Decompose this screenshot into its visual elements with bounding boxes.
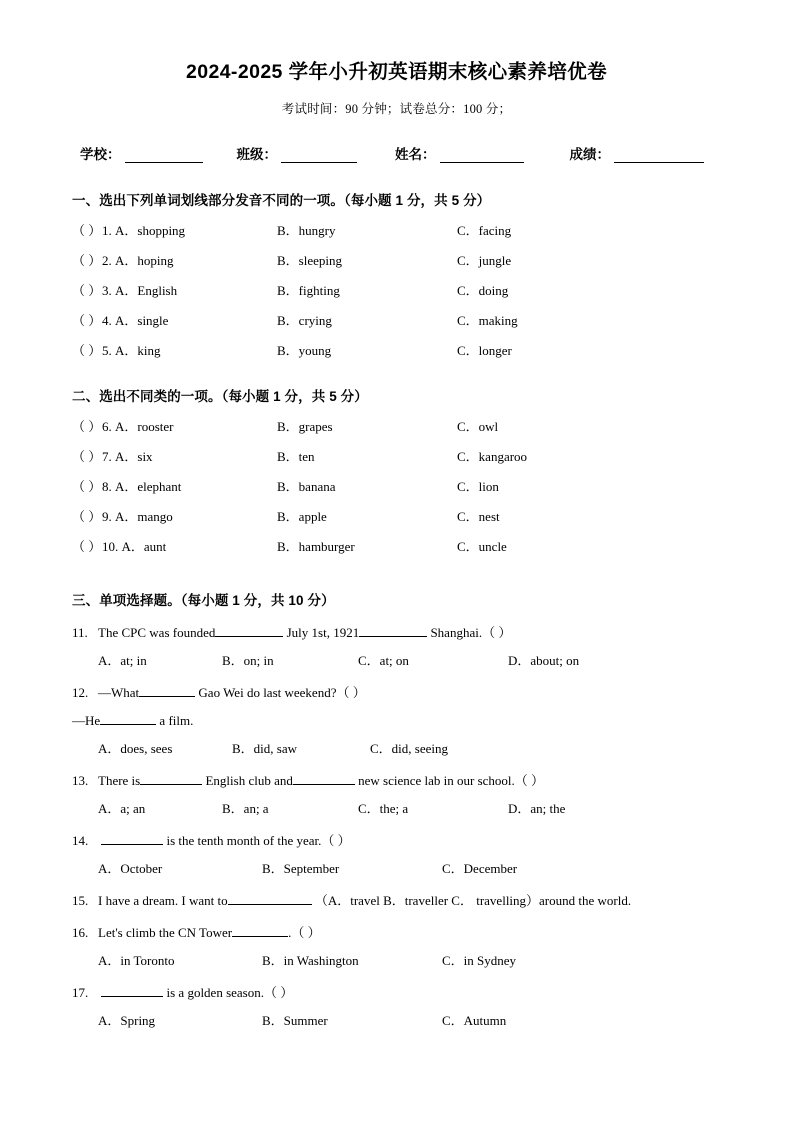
question-row bbox=[72, 220, 721, 239]
option-a-text: A．shopping bbox=[115, 223, 186, 239]
question-number: 10. bbox=[102, 539, 119, 555]
class-label: 班级： bbox=[236, 147, 277, 163]
option-a[interactable] bbox=[102, 340, 277, 359]
section-3-heading: 三、单项选择题。（每小题 1 分，共 10 分） bbox=[72, 593, 335, 609]
score-label: 成绩： bbox=[569, 147, 610, 163]
question-text bbox=[98, 830, 351, 849]
answer-paren[interactable]: （ ） bbox=[72, 283, 102, 299]
option-a[interactable]: A．October bbox=[98, 861, 163, 877]
answer-blank[interactable] bbox=[232, 924, 288, 937]
question-text-part: I have a dream. I want to bbox=[98, 893, 228, 909]
option-a-text: A．six bbox=[115, 449, 153, 465]
question-11 bbox=[72, 622, 721, 641]
option-a[interactable] bbox=[102, 250, 277, 269]
section-2-heading: 二、选出不同类的一项。（每小题 1 分，共 5 分） bbox=[72, 389, 368, 405]
question-row bbox=[72, 340, 721, 359]
option-b[interactable]: B．fighting bbox=[277, 283, 340, 299]
question-16 bbox=[72, 922, 721, 941]
option-a-text: A．hoping bbox=[115, 253, 174, 269]
option-b[interactable]: B．apple bbox=[277, 509, 327, 525]
question-text-part: new science lab in our school.（ ） bbox=[358, 773, 545, 789]
option-b[interactable]: B．banana bbox=[277, 479, 336, 495]
option-a[interactable]: A．does, sees bbox=[98, 741, 173, 757]
option-c[interactable]: C．lion bbox=[457, 479, 499, 495]
option-c[interactable]: C．owl bbox=[457, 419, 499, 435]
option-a[interactable] bbox=[102, 416, 277, 435]
option-a[interactable] bbox=[102, 280, 277, 299]
option-b[interactable]: B．hamburger bbox=[277, 539, 355, 555]
question-row bbox=[72, 416, 721, 435]
question-row bbox=[72, 506, 721, 525]
question-number: 13. bbox=[72, 773, 89, 789]
question-number: 12. bbox=[72, 685, 89, 701]
question-text-part: （A．travel B．traveller C． travelling）around the world. bbox=[314, 893, 632, 909]
option-a[interactable] bbox=[102, 536, 277, 555]
question-text-part: July 1st, 1921 bbox=[286, 625, 360, 641]
answer-blank[interactable] bbox=[101, 832, 163, 845]
score-blank[interactable] bbox=[614, 149, 704, 163]
question-14-options bbox=[72, 858, 721, 877]
question-number: 2. bbox=[102, 253, 112, 269]
option-b[interactable]: B．grapes bbox=[277, 419, 333, 435]
question-text-part: The CPC was founded bbox=[98, 625, 216, 641]
answer-blank[interactable] bbox=[293, 772, 355, 785]
question-row bbox=[72, 310, 721, 329]
name-field[interactable] bbox=[395, 143, 524, 163]
answer-paren[interactable]: （ ） bbox=[72, 419, 102, 435]
option-a[interactable]: A．a; an bbox=[98, 801, 146, 817]
question-row bbox=[72, 250, 721, 269]
option-b[interactable]: B．did, saw bbox=[232, 741, 298, 757]
question-row bbox=[72, 446, 721, 465]
question-12-subline bbox=[72, 712, 721, 729]
answer-paren[interactable]: （ ） bbox=[72, 509, 102, 525]
answer-blank[interactable] bbox=[228, 892, 312, 905]
question-13 bbox=[72, 770, 721, 789]
question-number: 9. bbox=[102, 509, 112, 525]
question-16-options bbox=[72, 950, 721, 969]
option-b[interactable]: B．ten bbox=[277, 449, 315, 465]
option-c[interactable]: C．jungle bbox=[457, 253, 512, 269]
answer-paren[interactable]: （ ） bbox=[72, 479, 102, 495]
question-text-part: English club and bbox=[205, 773, 293, 789]
option-b[interactable]: B．hungry bbox=[277, 223, 336, 239]
option-b[interactable]: B．in Washington bbox=[262, 953, 359, 969]
option-a-text: A．single bbox=[115, 313, 169, 329]
question-number: 17. bbox=[72, 985, 89, 1001]
option-d[interactable]: D．about; on bbox=[508, 653, 580, 669]
question-text-part: —He bbox=[72, 713, 101, 729]
question-number: 11. bbox=[72, 625, 88, 641]
option-c[interactable]: C．at; on bbox=[358, 653, 409, 669]
answer-paren[interactable]: （ ） bbox=[72, 449, 102, 465]
question-12 bbox=[72, 682, 721, 701]
question-number: 5. bbox=[102, 343, 112, 359]
school-field[interactable] bbox=[80, 143, 203, 163]
option-c[interactable]: C．making bbox=[457, 313, 518, 329]
question-12-options bbox=[72, 738, 721, 757]
option-b[interactable]: B．on; in bbox=[222, 653, 274, 669]
question-text-part: a film. bbox=[159, 713, 194, 729]
option-c[interactable]: C．nest bbox=[457, 509, 500, 525]
option-c[interactable]: C．longer bbox=[457, 343, 512, 359]
question-number: 4. bbox=[102, 313, 112, 329]
answer-paren[interactable]: （ ） bbox=[72, 539, 102, 555]
answer-paren[interactable]: （ ） bbox=[72, 313, 102, 329]
option-b[interactable]: B．sleeping bbox=[277, 253, 342, 269]
score-field[interactable] bbox=[570, 143, 705, 163]
question-text-part: Shanghai.（ ） bbox=[430, 625, 512, 641]
question-text bbox=[98, 622, 511, 641]
option-c[interactable]: C．uncle bbox=[457, 539, 507, 555]
question-row bbox=[72, 536, 721, 555]
option-a[interactable] bbox=[102, 506, 277, 525]
question-text bbox=[98, 922, 321, 941]
question-text-part: Gao Wei do last weekend?（ ） bbox=[198, 685, 366, 701]
question-15 bbox=[72, 890, 721, 909]
option-b[interactable]: B．Summer bbox=[262, 1013, 328, 1029]
option-c[interactable]: C．the; a bbox=[358, 801, 409, 817]
question-11-options bbox=[72, 650, 721, 669]
question-text bbox=[98, 770, 544, 789]
section-1-heading: 一、选出下列单词划线部分发音不同的一项。（每小题 1 分，共 5 分） bbox=[72, 193, 491, 209]
question-row bbox=[72, 476, 721, 495]
student-info-row bbox=[72, 143, 721, 163]
option-a-text: A．aunt bbox=[121, 539, 167, 555]
question-number: 14. bbox=[72, 833, 89, 849]
class-blank[interactable] bbox=[281, 149, 357, 163]
question-text-part: .（ ） bbox=[288, 925, 321, 941]
question-text-part: —What bbox=[98, 685, 140, 701]
school-label: 学校： bbox=[80, 147, 121, 163]
option-a[interactable] bbox=[102, 446, 277, 465]
question-text bbox=[98, 890, 631, 909]
question-17-options bbox=[72, 1010, 721, 1029]
question-row bbox=[72, 280, 721, 299]
question-number: 16. bbox=[72, 925, 89, 941]
question-17 bbox=[72, 982, 721, 1001]
option-b[interactable]: B．an; a bbox=[222, 801, 269, 817]
question-14 bbox=[72, 830, 721, 849]
answer-blank[interactable] bbox=[359, 624, 427, 637]
option-a-text: A．mango bbox=[115, 509, 173, 525]
option-a[interactable] bbox=[102, 220, 277, 239]
answer-paren[interactable]: （ ） bbox=[72, 253, 102, 269]
option-c[interactable]: C．Autumn bbox=[442, 1013, 507, 1029]
page-title: 2024-2025 学年小升初英语期末核心素养培优卷 bbox=[185, 61, 608, 83]
answer-blank[interactable] bbox=[215, 624, 283, 637]
option-c[interactable]: C．December bbox=[442, 861, 518, 877]
answer-blank[interactable] bbox=[100, 712, 156, 725]
question-number: 1. bbox=[102, 223, 112, 239]
answer-paren[interactable]: （ ） bbox=[72, 343, 102, 359]
option-a[interactable]: A．at; in bbox=[98, 653, 147, 669]
option-c[interactable]: C．in Sydney bbox=[442, 953, 517, 969]
question-text-part: Let's climb the CN Tower bbox=[98, 925, 233, 941]
option-b[interactable]: B．September bbox=[262, 861, 340, 877]
option-c[interactable]: C．doing bbox=[457, 283, 509, 299]
option-a-text: A．king bbox=[115, 343, 161, 359]
option-a[interactable]: A．in Toronto bbox=[98, 953, 175, 969]
answer-blank[interactable] bbox=[140, 772, 202, 785]
question-text-part: is the tenth month of the year.（ ） bbox=[166, 833, 351, 849]
question-text-part: There is bbox=[98, 773, 141, 789]
question-number: 3. bbox=[102, 283, 112, 299]
option-c[interactable]: C．kangaroo bbox=[457, 449, 528, 465]
option-a[interactable]: A．Spring bbox=[98, 1013, 156, 1029]
option-a-text: A．English bbox=[115, 283, 178, 299]
option-a[interactable] bbox=[102, 310, 277, 329]
question-text bbox=[98, 982, 293, 1001]
option-b[interactable]: B．crying bbox=[277, 313, 332, 329]
option-a-text: A．rooster bbox=[115, 419, 174, 435]
option-d[interactable]: D．an; the bbox=[508, 801, 566, 817]
name-blank[interactable] bbox=[440, 149, 524, 163]
question-number: 7. bbox=[102, 449, 112, 465]
question-text-part: is a golden season.（ ） bbox=[166, 985, 294, 1001]
answer-paren[interactable]: （ ） bbox=[72, 223, 102, 239]
question-text bbox=[98, 682, 366, 701]
class-field[interactable] bbox=[237, 143, 358, 163]
answer-blank[interactable] bbox=[101, 984, 163, 997]
option-c[interactable]: C．did, seeing bbox=[370, 741, 448, 757]
question-number: 6. bbox=[102, 419, 112, 435]
question-13-options bbox=[72, 798, 721, 817]
answer-blank[interactable] bbox=[139, 684, 195, 697]
option-a[interactable] bbox=[102, 476, 277, 495]
question-number: 15. bbox=[72, 893, 89, 909]
question-number: 8. bbox=[102, 479, 112, 495]
exam-subtitle: 考试时间：90 分钟；试卷总分：100 分； bbox=[281, 102, 512, 117]
school-blank[interactable] bbox=[125, 149, 203, 163]
name-label: 姓名： bbox=[395, 147, 436, 163]
option-c[interactable]: C．facing bbox=[457, 223, 512, 239]
option-a-text: A．elephant bbox=[115, 479, 182, 495]
option-b[interactable]: B．young bbox=[277, 343, 332, 359]
